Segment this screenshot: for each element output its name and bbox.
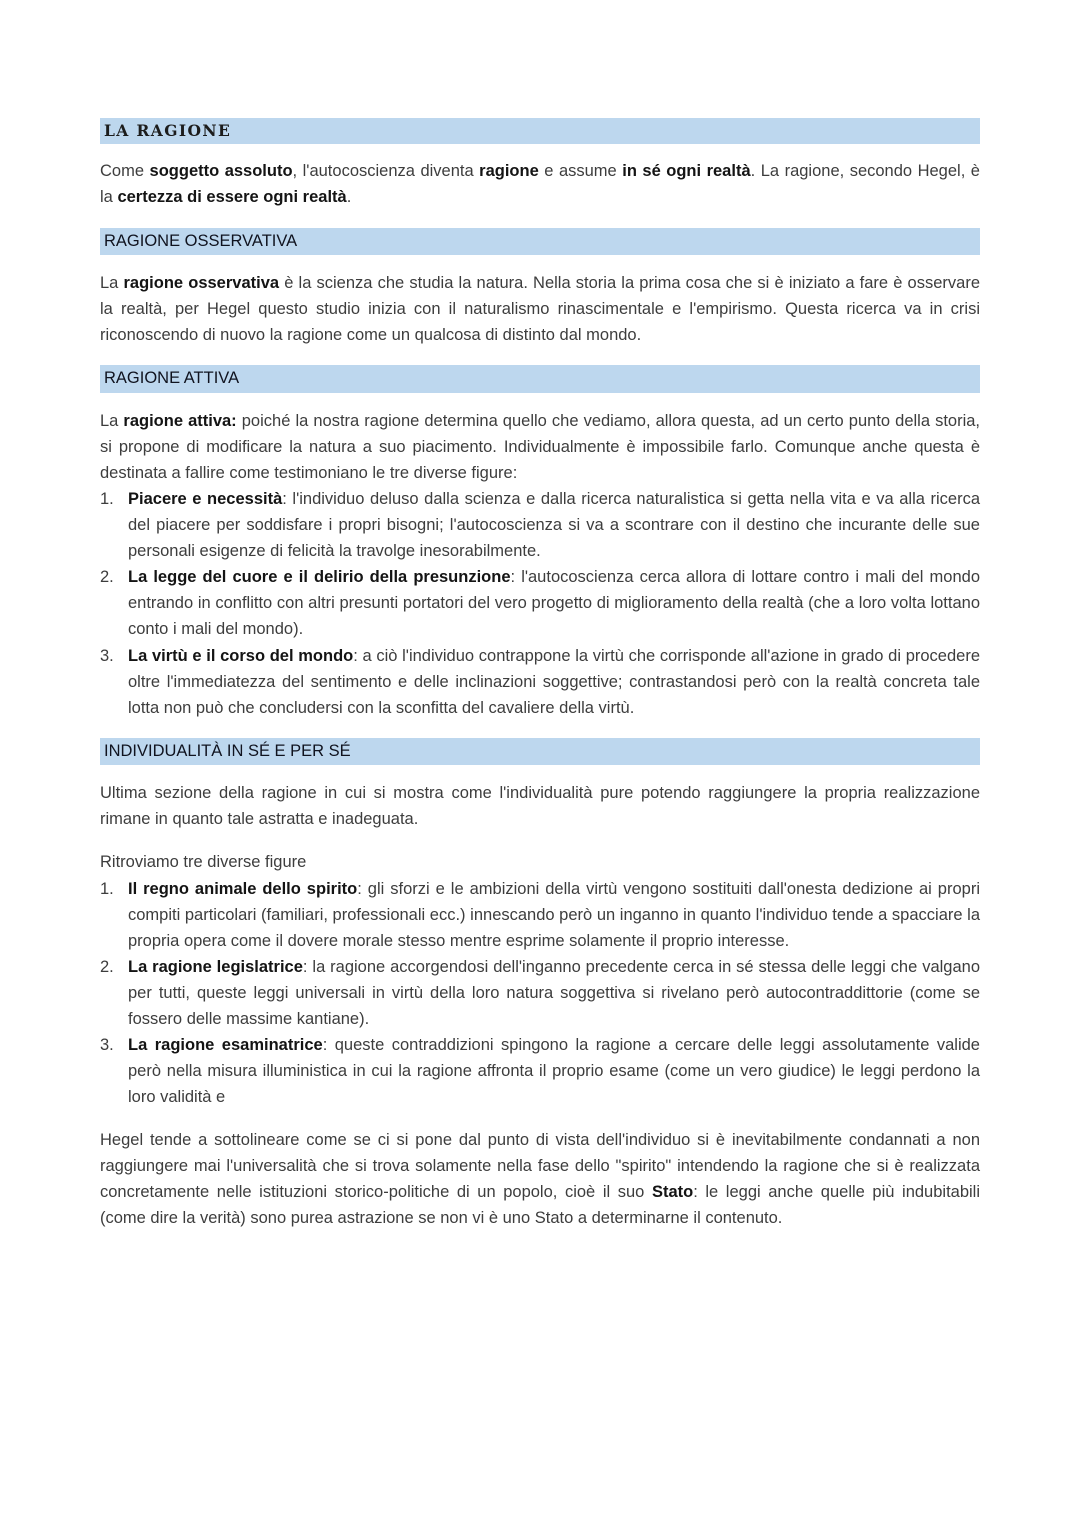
section-heading-ragione-osservativa: RAGIONE OSSERVATIVA <box>100 228 980 256</box>
individualita-figures-intro: Ritroviamo tre diverse figure <box>100 853 307 872</box>
list-number: 2. <box>100 957 114 976</box>
individualita-figure-list <box>100 876 980 1111</box>
list-item <box>100 643 980 721</box>
list-number: 1. <box>100 490 114 509</box>
attiva-paragraph: La ragione attiva: poiché la nostra ragione determina quello che vediamo, allora questa, ad un certo punto della storia, si propone di modificare la natura a suo piacimento. Individualmente è impossibile farlo. Comunque anche questa è destinata a fallire come testimoniano le tre diverse figure: <box>100 411 980 483</box>
list-number: 2. <box>100 568 114 587</box>
intro-paragraph: Come soggetto assoluto, l'autocoscienza diventa ragione e assume in sé ogni realtà. La ragione, secondo Hegel, è la certezza di essere ogni realtà. <box>100 162 980 207</box>
list-item-text: La legge del cuore e il delirio della presunzione: l'autocoscienza cerca allora di lottare contro i mali del mondo entrando in conflitto con altri presunti portatori del vero progetto di miglioramento della realtà (che a loro volta lottano conto i mali del mondo). <box>128 568 980 639</box>
attiva-figure-list <box>100 486 980 721</box>
page-title: LA RAGIONE <box>100 118 980 144</box>
list-item-text: Il regno animale dello spirito: gli sforzi e le ambizioni della virtù vengono sostituiti dall'onesta dedizione ai propri compiti particolari (familiari, professionali ecc.) innescando però un inganno in quanto l'individuo tende a spacciare la propria opera come il dovere morale stesso mentre esprime solamente il proprio interesse. <box>128 879 980 950</box>
list-item-text: La virtù e il corso del mondo: a ciò l'individuo contrappone la virtù che corrisponde all'azione in grado di procedere oltre l'immediatezza del sentimento e delle inclinazioni soggettive; contrastandosi però con la realtà concreta tale lotta non può che concludersi con la sconfitta del cavaliere della virtù. <box>128 646 980 717</box>
section-heading-ragione-attiva: RAGIONE ATTIVA <box>100 365 980 393</box>
list-number: 1. <box>100 879 114 898</box>
list-item <box>100 876 980 954</box>
list-item-text: La ragione esaminatrice: queste contraddizioni spingono la ragione a cercare delle leggi assolutamente valide però nella misura illuministica in cui la ragione affronta il proprio esame (come un vero giudice) le leggi perdono la loro validità e <box>128 1035 980 1106</box>
list-number: 3. <box>100 1035 114 1054</box>
list-item <box>100 954 980 1032</box>
list-item-text: Piacere e necessità: l'individuo deluso dalla scienza e dalla ricerca naturalistica si getta nella vita e va alla ricerca del piacere per soddisfare i propri bisogni; l'autocoscienza si va a scontrare con il destino che incurante delle sue personali esigenze di felicità la travolge inesorabilmente. <box>128 490 980 561</box>
list-number: 3. <box>100 646 114 665</box>
list-item <box>100 486 980 564</box>
individualita-paragraph: Ultima sezione della ragione in cui si mostra come l'individualità pure potendo raggiungere la propria realizzazione rimane in quanto tale astratta e inadeguata. <box>100 784 980 829</box>
list-item-text: La ragione legislatrice: la ragione accorgendosi dell'inganno precedente cerca in sé stessa delle leggi che valgano per tutti, queste leggi universali in virtù della loro natura soggettiva si rivelano però autocontraddittorie (come se fossero delle massime kantiane). <box>128 957 981 1028</box>
section-heading-individualita: INDIVIDUALITÀ IN SÉ E PER SÉ <box>100 738 980 766</box>
list-item <box>100 1032 980 1110</box>
osservativa-paragraph: La ragione osservativa è la scienza che studia la natura. Nella storia la prima cosa che si è iniziato a fare è osservare la realtà, per Hegel questo studio inizia con il naturalismo rinascimentale e l'empirismo. Questa ricerca va in crisi riconoscendo di nuovo la ragione come un qualcosa di distinto dal mondo. <box>100 274 980 345</box>
closing-paragraph: Hegel tende a sottolineare come se ci si pone dal punto di vista dell'individuo si è inevitabilmente condannati a non raggiungere mai l'universalità che si trova solamente nella fase dello "spirito" intendendo la ragione che si è realizzata concretamente nelle istituzioni storico-politiche di un popolo, cioè il suo Stato: le leggi anche quelle più indubitabili (come dire la verità) sono purea astrazione se non vi è uno Stato a determinarne il contenuto. <box>100 1131 981 1228</box>
list-item <box>100 564 980 642</box>
